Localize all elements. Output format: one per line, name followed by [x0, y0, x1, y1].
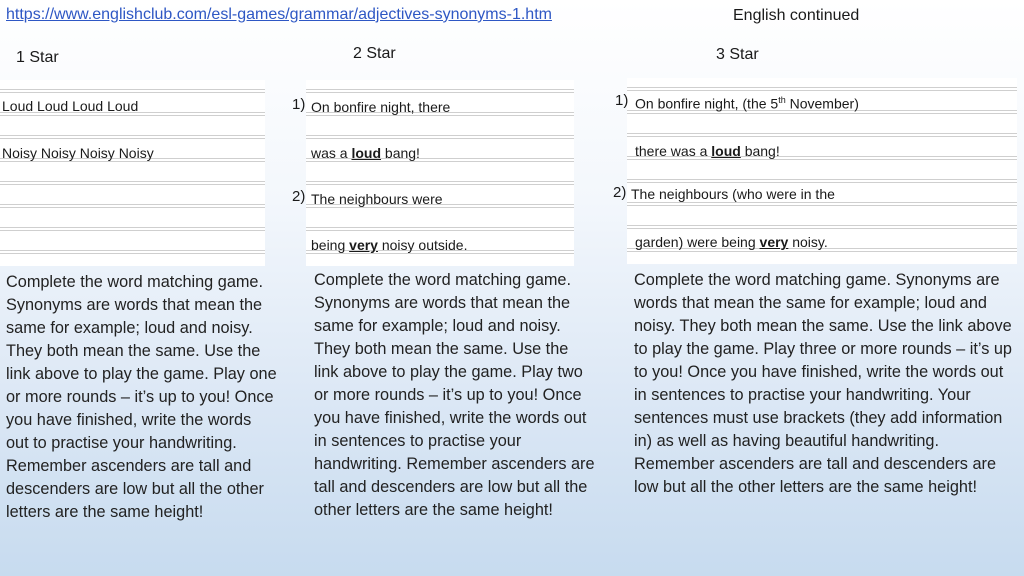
star3-sentence2-line2: garden) were being very noisy. [635, 234, 828, 250]
game-link[interactable]: https://www.englishclub.com/esl-games/grammar/adjectives-synonyms-1.htm [6, 6, 552, 23]
word-loud: loud [351, 145, 382, 161]
star1-line-noisy: Noisy Noisy Noisy Noisy [2, 145, 154, 161]
star2-instructions: Complete the word matching game. Synonyms are words that mean the same for example; loud and noisy. They both mean the same. Use the link above to play the game. Play two or more rounds – it’s up to you! Once you have finished, write the words out in sentences to practise your handwriting. Remember ascenders are tall and descenders are low but all the other letters are the same height! [314, 271, 595, 519]
star3-number-2: 2) [613, 184, 627, 201]
word-very: very [349, 237, 378, 253]
star1-handwriting-paper [0, 80, 265, 266]
word-very: very [759, 234, 789, 250]
star2-sentence2-line2: being very noisy outside. [311, 237, 468, 253]
star2-sentence1-line2: was a loud bang! [311, 145, 420, 161]
star3-sentence1-line2: there was a loud bang! [635, 143, 780, 159]
word-loud: loud [711, 143, 741, 159]
star3-instructions: Complete the word matching game. Synonyms are words that mean the same for example; loud and noisy. They both mean the same. Use the link above to play the game. Play three or more rounds – it’s up to you! Once you have finished, write the words out in sentences to practise your handwriting. Your sentences must use brackets (they add information in) as well as having beautiful handwriting. Remember ascenders are tall and descenders are low but all the other letters are the same height! [634, 271, 1012, 496]
star2-number-1: 1) [292, 96, 306, 113]
star2-handwriting-paper [306, 80, 574, 266]
subject-label: English continued [733, 7, 860, 24]
star3-sentence1-line1: On bonfire night, (the 5th November) [635, 95, 859, 112]
star3-number-1: 1) [615, 92, 629, 109]
star3-sentence2-line1: The neighbours (who were in the [631, 186, 835, 202]
star2-sentence2-line1: The neighbours were [311, 191, 443, 207]
star1-line-loud: Loud Loud Loud Loud [2, 98, 139, 114]
star2-sentence1-line1: On bonfire night, there [311, 99, 451, 115]
star3-title: 3 Star [716, 46, 759, 63]
star3-handwriting-paper [627, 78, 1017, 264]
star1-title: 1 Star [16, 49, 59, 66]
star2-number-2: 2) [292, 188, 306, 205]
star2-title: 2 Star [353, 45, 396, 62]
star1-instructions: Complete the word matching game. Synonyms are words that mean the same for example; loud and noisy. They both mean the same. Use the link above to play the game. Play one or more rounds – it’s up to you! Once you have finished, write the words out to practise your handwriting. Remember ascenders are tall and descenders are low but all the other letters are the same height! [6, 273, 277, 521]
